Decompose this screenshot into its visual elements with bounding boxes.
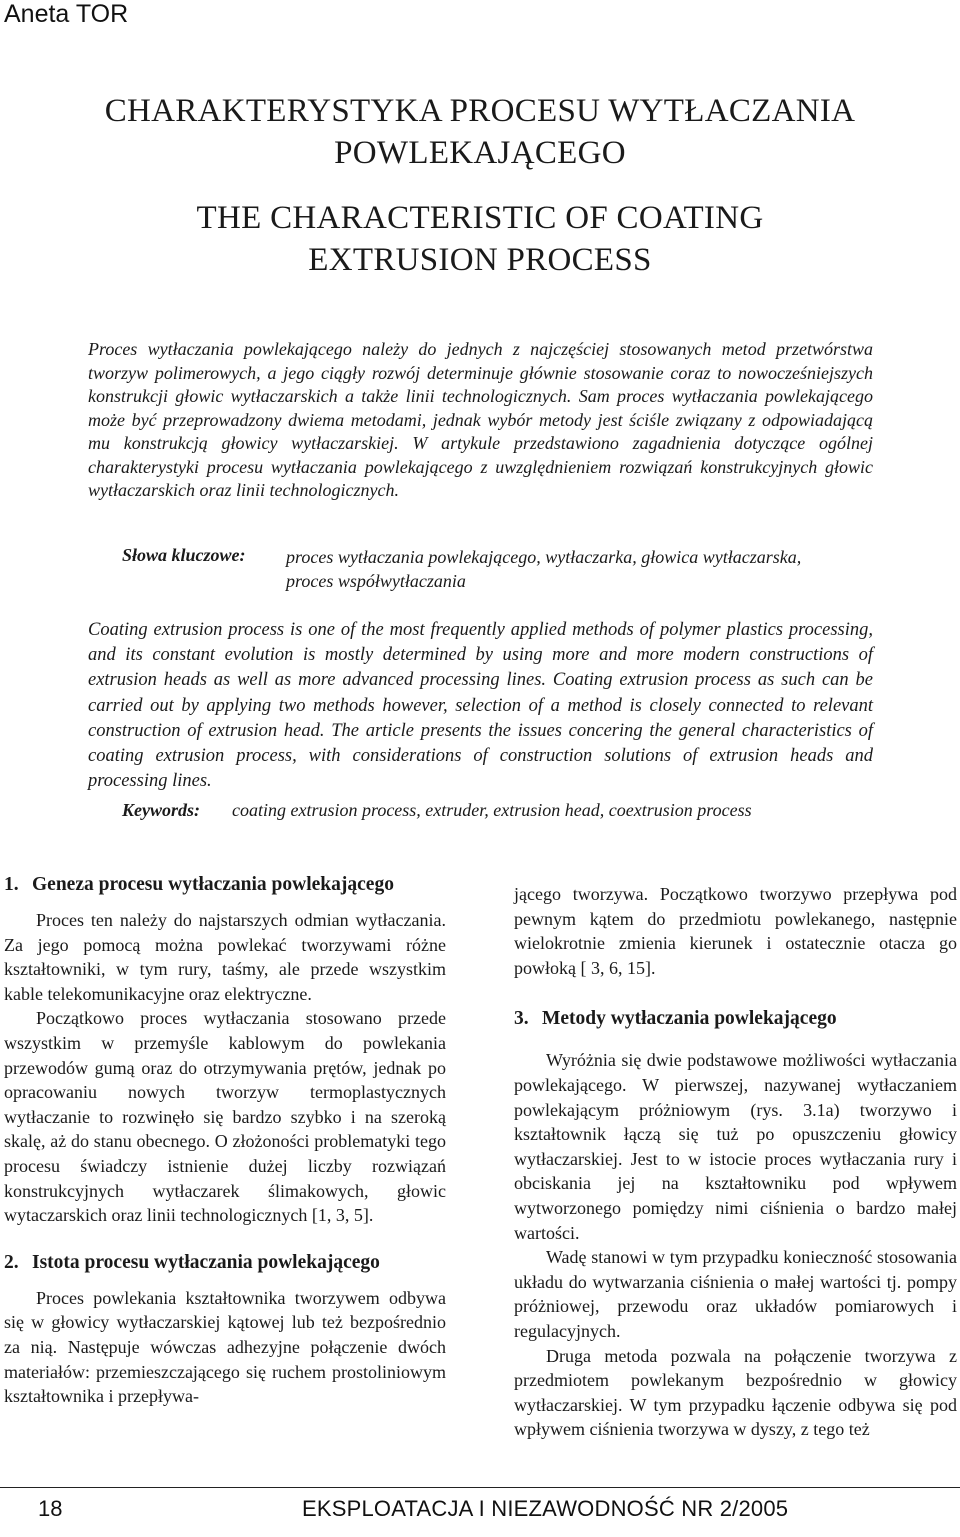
section-3-number: 3. <box>514 1008 529 1030</box>
section-3-title: Metody wytłaczania powlekającego <box>542 1008 837 1030</box>
section-1-paragraph-2: Początkowo proces wytłaczania stosowano przede wszystkim w przemyśle kablowym do powlekania przewodów gumą oraz do otrzymywania prętów, jednak po opracowaniu nowych tworzyw termoplastycznych wytłaczanie to rozwinęło się bardzo szybko i na szeroką skalę, aż do stanu obecnego. O złożoności problematyki tego procesu świadczy istnienie dużej liczby rozwiązań konstrukcyjnych wytłaczarek ślimakowych, głowic wytaczarskich oraz linii technologicznych [1, 3, 5]. <box>4 1008 446 1226</box>
keywords-english-label: Keywords: <box>122 800 200 820</box>
section-3-paragraph-1: Wyróżnia się dwie podstawowe możliwości wytłaczania powlekającego. W pierwszej, nazywanej wytłaczaniem powlekającym próżniowym (rys. 3.1a) tworzywo i kształtownik łączą się tuż po opuszczeniu głowicy wytłaczarskiej. Jest to w istocie proces wytłaczania rury i obciskania jej na kształtowniku pod wpływem wytworzonego pomiędzy nimi ciśnienia o bardzo małej wartości. <box>514 1050 957 1243</box>
title-polish <box>0 90 960 174</box>
keywords-english-text: coating extrusion process, extruder, extrusion head, coextrusion process <box>232 800 752 820</box>
section-3-paragraph-2: Wadę stanowi w tym przypadku konieczność stosowania układu do wytwarzania ciśnienia o małej wartości tj. pompy próżniowej, przewodu oraz układów pomiarowych i regulacyjnych. <box>514 1247 957 1341</box>
continuation-paragraph: jącego tworzywa. Początkowo tworzywo przepływa pod pewnym kątem do przedmiotu powlekanego, następnie wielokrotnie zmienia kierunek i ostatecznie otacza go powłoką [ 3, 6, 15]. <box>514 884 957 978</box>
title-english-line-2: EXTRUSION PROCESS <box>308 242 652 278</box>
section-1-paragraph-1: Proces ten należy do najstarszych odmian wytłaczania. Za jego pomocą można powlekać tworzywami różne kształtowniki, w tym rury, taśmy, ale przede wszystkim kable telekomunikacyjne oraz elektryczne. <box>4 910 446 1004</box>
author-name: Aneta TOR <box>4 0 129 28</box>
abstract-polish: Proces wytłaczania powlekającego należy do jednych z najczęściej stosowanych metod przetwórstwa tworzyw polimerowych, a jego ciągły rozwój determinuje głównie stosowanie coraz to nowocześniejszych konstrukcji głowic wytłaczarskich a także linii technologicznych. Sam proces wytłaczania powlekającego może być przeprowadzony dwiema metodami, jednak wybór metody jest ściśle związany z odpowiadającą mu konstrukcją głowicy wytłaczarskiej. W artykule przedstawiono zagadnienia dotyczące ogólnej charakterystyki procesu wytłaczania powlekającego z uwzględnieniem rozwiązań konstrukcyjnych głowic wytłaczarskich oraz linii technologicznych. <box>88 339 873 500</box>
title-english <box>0 197 960 281</box>
section-2-paragraph-1: Proces powlekania kształtownika tworzywem odbywa się w głowicy wytłaczarskiej kątowej lub też bezpośrednio za nią. Następuje wówczas adhezyjne połączenie dwóch materiałów: przemieszczającego się ruchem prostoliniowym kształtownika i przepływa- <box>4 1287 446 1407</box>
section-2-heading <box>4 1250 446 1276</box>
footer-divider <box>0 1487 960 1488</box>
journal-name: EKSPLOATACJA I NIEZAWODNOŚĆ NR 2/2005 <box>302 1496 789 1521</box>
section-2-number: 2. <box>4 1251 19 1273</box>
section-2-title: Istota procesu wytłaczania powlekającego <box>32 1251 380 1273</box>
abstract-english: Coating extrusion process is one of the most frequently applied methods of polymer plastics processing, and its constant evolution is mostly determined by using more and more modern constructions of extrusion heads as well as more advanced processing lines. Coating extrusion process as such can be carried out by applying two methods however, selection of a method is closely connected to relevant construction of extrusion head. The article presents the issues concering the general characteristics of coating extrusion process, with considerations of construction solutions of extrusion heads and processing lines. <box>88 620 873 792</box>
keywords-polish-text: proces wytłaczania powlekającego, wytłaczarka, głowica wytłaczarska, proces współwytłaczania <box>286 547 802 591</box>
section-1-number: 1. <box>4 874 19 895</box>
section-3-heading <box>514 1006 957 1032</box>
right-column <box>514 882 957 1442</box>
title-polish-line-1: CHARAKTERYSTYKA PROCESU WYTŁACZANIA <box>104 93 856 129</box>
left-column <box>4 872 446 1409</box>
section-1-title: Geneza procesu wytłaczania powlekającego <box>32 874 394 895</box>
keywords-polish-label: Słowa kluczowe: <box>122 545 246 565</box>
section-1-heading <box>4 872 446 898</box>
title-polish-line-2: POWLEKAJĄCEGO <box>334 135 626 171</box>
page-number: 18 <box>38 1496 63 1521</box>
section-3-paragraph-3: Druga metoda pozwala na połączenie tworzywa z przedmiotem powlekanym bezpośrednio w głowicy wytłaczarskiej. W tym przypadku łączenie odbywa się pod wpływem ciśnienia tworzywa w dyszy, z tego też <box>514 1345 957 1440</box>
title-english-line-1: THE CHARACTERISTIC OF COATING <box>196 200 764 236</box>
